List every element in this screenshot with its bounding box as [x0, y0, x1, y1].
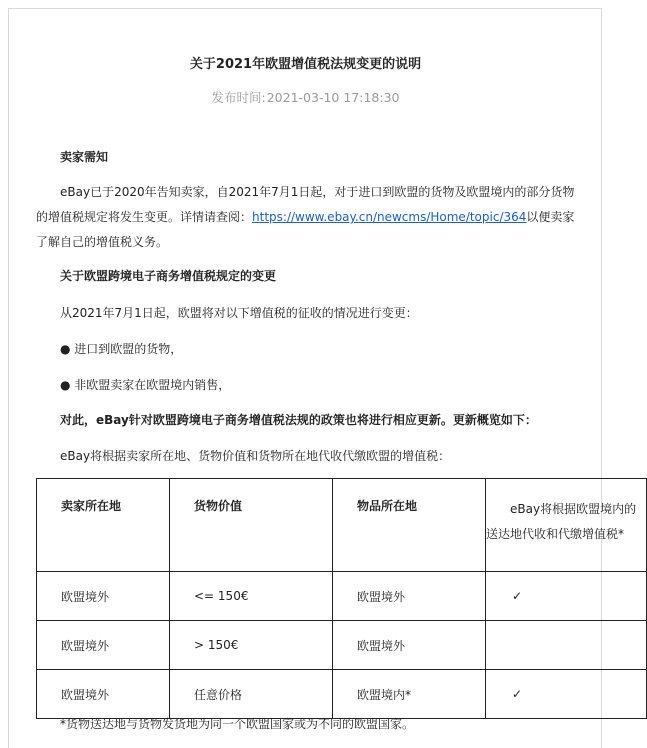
notice-heading: 卖家需知 [60, 150, 109, 164]
cell-item-location: 欧盟境外 [333, 572, 486, 621]
header-goods-value: 货物价值 [170, 479, 333, 572]
cell-goods-value: <= 150€ [170, 572, 333, 621]
table-header-row [37, 479, 647, 572]
header-ebay-collects-line1: eBay将根据欧盟境内的 [510, 502, 637, 516]
update-notice: 对此，eBay针对欧盟跨境电子商务增值税法规的政策也将进行相应更新。更新概览如下： [60, 413, 537, 427]
notice-paragraph [36, 180, 582, 255]
cell-ebay-collects [486, 572, 647, 621]
notice-link[interactable]: https://www.ebay.cn/newcms/Home/topic/364 [252, 210, 527, 224]
cell-seller-location: 欧盟境外 [37, 572, 170, 621]
vat-table [36, 478, 637, 719]
cell-seller-location: 欧盟境外 [37, 670, 170, 719]
table-row [37, 572, 647, 621]
cell-ebay-collects [486, 670, 647, 719]
cell-item-location: 欧盟境外 [333, 621, 486, 670]
cell-goods-value: 任意价格 [170, 670, 333, 719]
header-item-location: 物品所在地 [333, 479, 486, 572]
publish-label: 发布时间: [211, 90, 266, 105]
table-row [37, 621, 647, 670]
cell-goods-value: > 150€ [170, 621, 333, 670]
changes-heading: 关于欧盟跨境电子商务增值税规定的变更 [60, 269, 277, 283]
notice-text-after-link: 以便卖家了解自己的增值税义务。 [36, 210, 575, 249]
changes-intro: 从2021年7月1日起，欧盟将对以下增值税的征收的情况进行变更： [60, 306, 418, 320]
footnote: *货物送达地与货物发货地为同一个欧盟国家或为不同的欧盟国家。 [60, 717, 415, 731]
notice-text-before-link: eBay已于2020年告知卖家，自2021年7月1日起，对于进口到欧盟的货物及欧盟境内的部分货物的增值税规定将发生变更。详情请查阅： [36, 185, 575, 224]
article-title: 关于2021年欧盟增值税法规变更的说明 [189, 57, 422, 72]
header-ebay-collects-line2: 送达地代收和代缴增值税* [486, 527, 625, 541]
table-row [37, 670, 647, 719]
check-icon: ✓ [512, 687, 523, 701]
cell-seller-location: 欧盟境外 [37, 621, 170, 670]
header-ebay-collects [486, 479, 647, 572]
publish-time [0, 88, 611, 106]
publish-time-value: 2021-03-10 17:18:30 [266, 90, 400, 105]
header-seller-location: 卖家所在地 [37, 479, 170, 572]
cell-item-location: 欧盟境内* [333, 670, 486, 719]
bullet-item: ● 进口到欧盟的货物， [60, 342, 183, 356]
table-intro: eBay将根据卖家所在地、货物价值和货物所在地代收代缴欧盟的增值税： [60, 449, 451, 463]
check-icon: ✓ [512, 589, 523, 603]
bullet-item: ● 非欧盟卖家在欧盟境内销售， [60, 378, 231, 392]
check-icon [486, 638, 512, 652]
cell-ebay-collects [486, 621, 647, 670]
